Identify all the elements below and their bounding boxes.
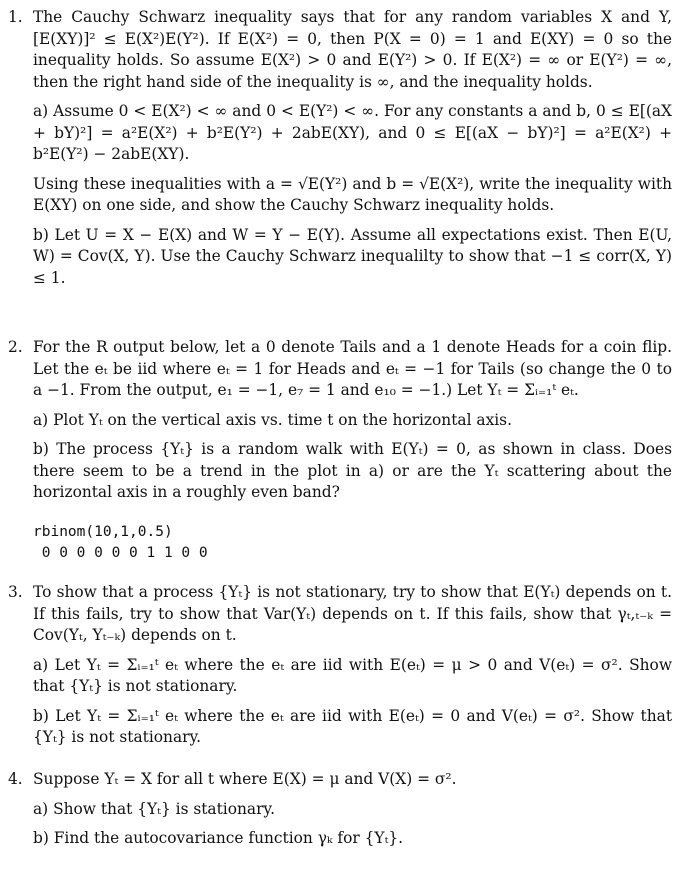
problem-1-part-a-instructions: Using these inequalities with a = √E(Y²) and b = √E(X²), write the inequality with E(XY) on one side, and show the Cauchy Schwarz inequality holds. — [33, 174, 672, 214]
problem-2-part-b: b) The process {Yₜ} is a random walk with E(Yₜ) = 0, as shown in class. Does there seem to be a trend in the plot in a) or are the Yₜ scattering about the horizontal axis in a roughly even band? — [33, 440, 672, 501]
problem-4-part-a: a) Show that {Yₜ} is stationary. — [33, 799, 275, 818]
problem-3-part-b: b) Let Yₜ = Σᵢ₌₁ᵗ eₜ where the eₜ are iid with E(eₜ) = 0 and V(eₜ) = σ². Show that {Yₜ} is not stationary. — [33, 706, 672, 746]
r-code-output: 0 0 0 0 0 0 1 1 0 0 — [33, 544, 208, 561]
problem-1-intro: The Cauchy Schwarz inequality says that for any random variables X and Y, [E(XY)]² ≤ E(X²)E(Y²). If E(X²) = 0, then P(X = 0) = 1 and E(XY) = 0 so the inequality holds. So assume E(X²) > 0 and E(Y²) > 0. If E(X²) = ∞ or E(Y²) = ∞, then the right hand side of the inequality is ∞, and the inequality holds. — [33, 8, 672, 91]
problem-number: 2. — [8, 338, 23, 356]
problem-1-part-a: a) Assume 0 < E(X²) < ∞ and 0 < E(Y²) < ∞. For any constants a and b, 0 ≤ E[(aX + bY)²] = a²E(X²) + b²E(Y²) + 2abE(XY), and 0 ≤ E[(aX − bY)²] = a²E(X²) + b²E(Y²) − 2abE(XY). — [33, 102, 672, 163]
problem-number: 4. — [8, 770, 23, 788]
problem-number: 3. — [8, 583, 23, 601]
problem-3-intro: To show that a process {Yₜ} is not stationary, try to show that E(Yₜ) depends on t. If this fails, try to show that Var(Yₜ) depends on t. If this fails, show that γₜ,ₜ₋ₖ = Cov(Yₜ, Yₜ₋ₖ) depends on t. — [33, 583, 672, 644]
r-code-command: rbinom(10,1,0.5) — [33, 523, 173, 540]
problem-4-part-b: b) Find the autocovariance function γₖ for {Yₜ}. — [33, 829, 404, 847]
problem-1-part-b: b) Let U = X − E(X) and W = Y − E(Y). Assume all expectations exist. Then E(U, W) = Cov(X, Y). Use the Cauchy Schwarz inequalilty to show that −1 ≤ corr(X, Y) ≤ 1. — [33, 225, 672, 287]
problem-2-intro: For the R output below, let a 0 denote Tails and a 1 denote Heads for a coin flip. Let the eₜ be iid where eₜ = 1 for Heads and eₜ = −1 for Tails (so change the 0 to a −1. From the output, e₁ = −1, e₇ = 1 and e₁₀ = −1.) Let Yₜ = Σᵢ₌₁ᵗ eₜ. — [33, 338, 672, 399]
problem-number: 1. — [8, 8, 23, 26]
problem-2-part-a: a) Plot Yₜ on the vertical axis vs. time t on the horizontal axis. — [33, 410, 512, 429]
problem-4-intro: Suppose Yₜ = X for all t where E(X) = μ and V(X) = σ². — [33, 770, 457, 788]
problem-3-part-a: a) Let Yₜ = Σᵢ₌₁ᵗ eₜ where the eₜ are iid with E(eₜ) = μ > 0 and V(eₜ) = σ². Show that {Yₜ} is not stationary. — [33, 655, 672, 695]
